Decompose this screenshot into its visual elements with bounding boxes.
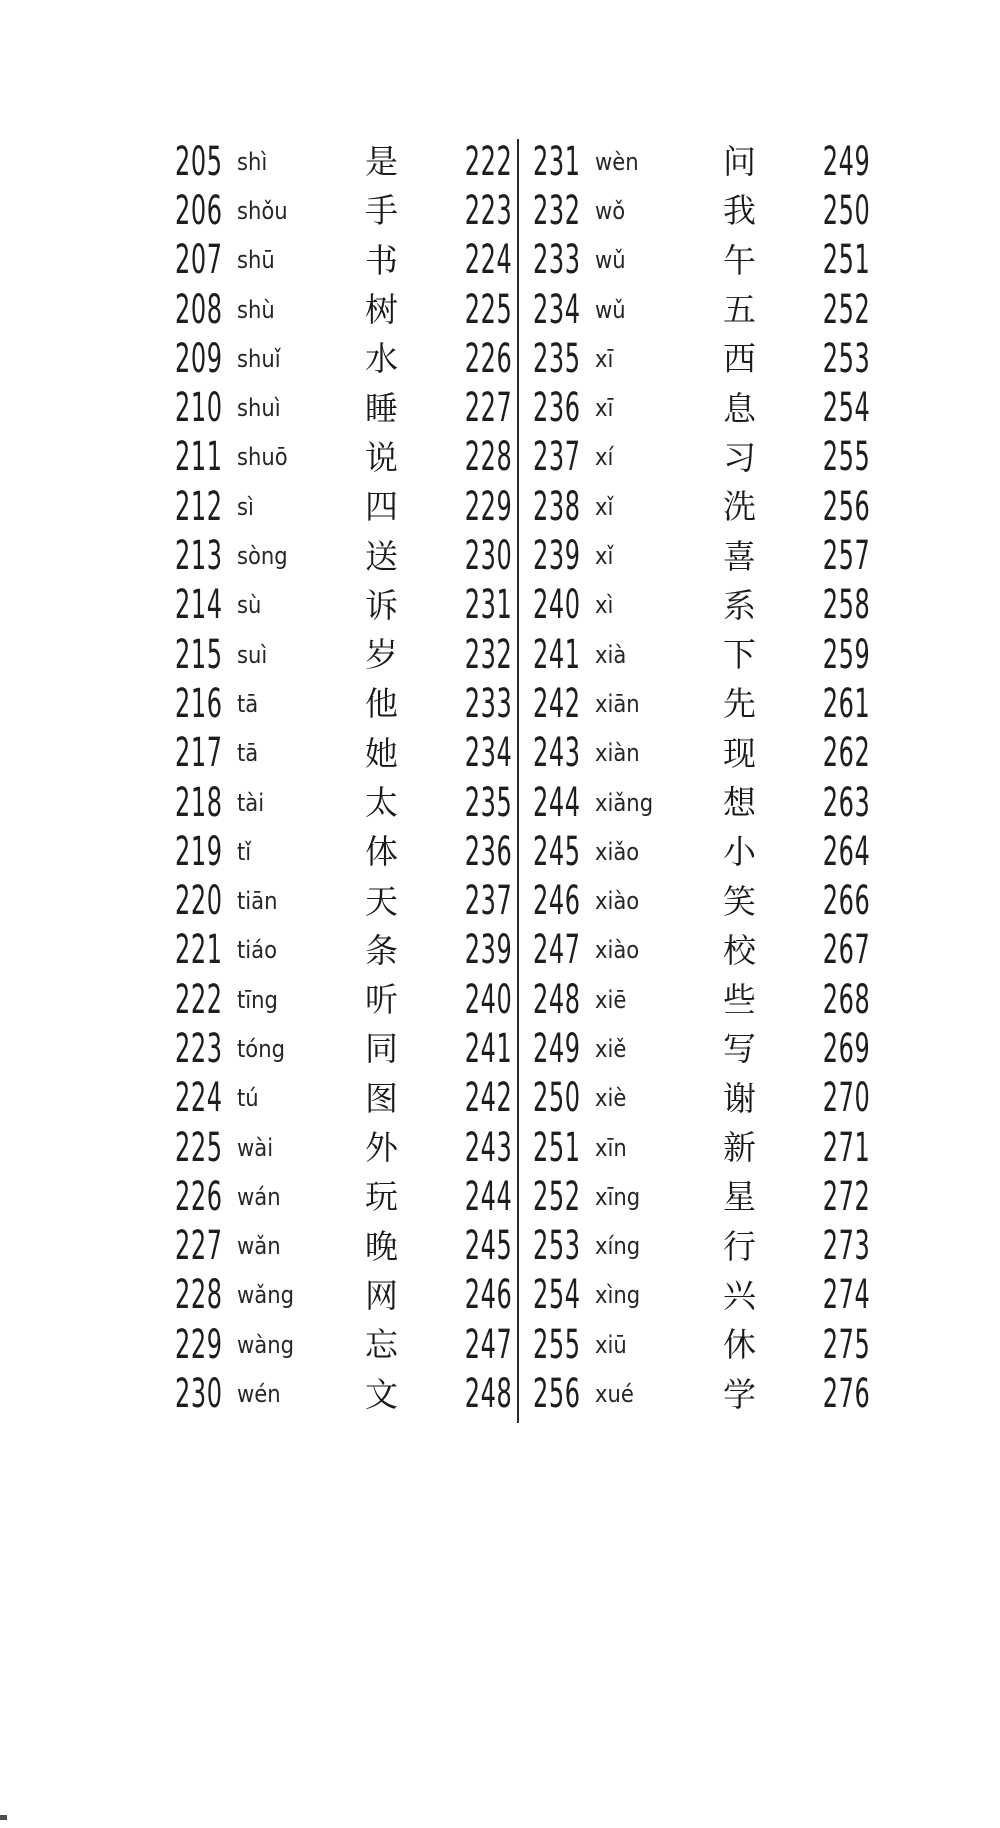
entry-pinyin: wén (237, 1380, 281, 1409)
entry-pinyin: wèn (595, 147, 639, 176)
entry-number: 230 (175, 1371, 223, 1418)
index-column-right (533, 137, 871, 1419)
entry-number: 212 (175, 483, 223, 530)
entry-pinyin: tài (237, 788, 265, 817)
entry-page-number: 242 (464, 1075, 513, 1122)
entry-character: 先 (723, 684, 756, 724)
entry-character: 些 (723, 980, 756, 1020)
entry-pinyin: wán (237, 1182, 281, 1211)
entry-page-number: 270 (822, 1075, 871, 1122)
entry-page-number: 241 (464, 1025, 513, 1072)
entry-number: 206 (175, 187, 223, 234)
entry-pinyin: xué (595, 1380, 634, 1409)
entry-pinyin: shù (237, 295, 275, 324)
entry-character: 息 (723, 388, 756, 428)
entry-character: 图 (365, 1078, 398, 1118)
entry-character: 说 (365, 437, 398, 477)
index-row (175, 334, 513, 383)
index-row (533, 1172, 871, 1221)
entry-pinyin: sòng (237, 542, 288, 571)
entry-number: 220 (175, 878, 223, 925)
entry-pinyin: xīng (595, 1182, 641, 1211)
entry-page-number: 235 (464, 779, 513, 826)
entry-pinyin: tǐ (237, 837, 252, 866)
entry-character: 睡 (365, 388, 398, 428)
index-row (175, 1123, 513, 1172)
entry-character: 行 (723, 1226, 756, 1266)
index-row (175, 1172, 513, 1221)
index-row (175, 433, 513, 482)
entry-page-number: 273 (822, 1223, 871, 1270)
entry-pinyin: xí (595, 443, 614, 472)
entry-pinyin: xiào (595, 887, 640, 916)
entry-pinyin: wǔ (595, 246, 626, 275)
entry-page-number: 222 (464, 138, 513, 185)
entry-pinyin: sì (237, 492, 254, 521)
entry-character: 习 (723, 437, 756, 477)
entry-pinyin: tiān (237, 887, 278, 916)
entry-page-number: 274 (822, 1272, 871, 1319)
index-row (175, 1369, 513, 1418)
index-row (175, 1024, 513, 1073)
entry-character: 喜 (723, 536, 756, 576)
entry-page-number: 256 (822, 483, 871, 530)
index-row (533, 1320, 871, 1369)
entry-number: 211 (175, 434, 223, 481)
index-row (533, 778, 871, 827)
entry-number: 209 (175, 335, 223, 382)
entry-page-number: 251 (822, 237, 871, 284)
entry-character: 水 (365, 339, 398, 379)
entry-page-number: 262 (822, 730, 871, 777)
index-row (175, 926, 513, 975)
entry-character: 条 (365, 930, 398, 970)
entry-page-number: 275 (822, 1321, 871, 1368)
entry-page-number: 227 (464, 385, 513, 432)
entry-page-number: 247 (464, 1321, 513, 1368)
entry-pinyin: xī (595, 394, 614, 423)
entry-number: 254 (533, 1272, 581, 1319)
entry-pinyin: xiān (595, 689, 640, 718)
index-row (175, 186, 513, 235)
entry-character: 我 (723, 191, 756, 231)
entry-character: 他 (365, 684, 398, 724)
entry-number: 216 (175, 680, 223, 727)
entry-pinyin: wài (237, 1133, 274, 1162)
index-row (175, 630, 513, 679)
entry-page-number: 257 (822, 533, 871, 580)
entry-character: 写 (723, 1029, 756, 1069)
entry-character: 洗 (723, 487, 756, 527)
entry-number: 207 (175, 237, 223, 284)
entry-character: 同 (365, 1029, 398, 1069)
entry-character: 笑 (723, 881, 756, 921)
entry-pinyin: shuì (237, 394, 281, 423)
entry-page-number: 276 (822, 1371, 871, 1418)
entry-pinyin: wǎng (237, 1281, 295, 1310)
entry-pinyin: shǒu (237, 196, 288, 225)
entry-number: 221 (175, 927, 223, 974)
entry-number: 253 (533, 1223, 581, 1270)
entry-page-number: 236 (464, 828, 513, 875)
entry-number: 255 (533, 1321, 581, 1368)
entry-pinyin: tiáo (237, 936, 278, 965)
entry-character: 休 (723, 1325, 756, 1365)
entry-number: 250 (533, 1075, 581, 1122)
entry-number: 208 (175, 286, 223, 333)
entry-pinyin: tóng (237, 1034, 286, 1063)
index-row (533, 1222, 871, 1271)
entry-page-number: 258 (822, 582, 871, 629)
entry-number: 249 (533, 1025, 581, 1072)
entry-pinyin: wǒ (595, 196, 626, 225)
entry-number: 215 (175, 631, 223, 678)
entry-number: 241 (533, 631, 581, 678)
index-row (175, 581, 513, 630)
entry-number: 227 (175, 1223, 223, 1270)
entry-number: 242 (533, 680, 581, 727)
entry-character: 书 (365, 240, 398, 280)
index-row (175, 1222, 513, 1271)
entry-page-number: 250 (822, 187, 871, 234)
entry-pinyin: xià (595, 640, 627, 669)
entry-page-number: 228 (464, 434, 513, 481)
entry-page-number: 264 (822, 828, 871, 875)
index-row (175, 729, 513, 778)
index-row (533, 1271, 871, 1320)
entry-number: 210 (175, 385, 223, 432)
entry-character: 星 (723, 1177, 756, 1217)
entry-page-number: 226 (464, 335, 513, 382)
entry-character: 四 (365, 487, 398, 527)
entry-number: 231 (533, 138, 581, 185)
entry-pinyin: tā (237, 739, 259, 768)
index-row (175, 876, 513, 925)
index-row (175, 679, 513, 728)
index-row (533, 482, 871, 531)
entry-character: 午 (723, 240, 756, 280)
entry-pinyin: xiě (595, 1034, 627, 1063)
entry-page-number: 243 (464, 1124, 513, 1171)
index-row (175, 531, 513, 580)
entry-pinyin: shì (237, 147, 268, 176)
entry-character: 想 (723, 783, 756, 822)
entry-character: 校 (723, 930, 756, 970)
index-row (533, 827, 871, 876)
entry-number: 244 (533, 779, 581, 826)
index-row (533, 975, 871, 1024)
index-row (533, 236, 871, 285)
entry-number: 245 (533, 828, 581, 875)
entry-pinyin: xìng (595, 1281, 641, 1310)
entry-number: 235 (533, 335, 581, 382)
entry-number: 226 (175, 1173, 223, 1220)
entry-page-number: 271 (822, 1124, 871, 1171)
entry-pinyin: shuō (237, 443, 288, 472)
entry-number: 214 (175, 582, 223, 629)
entry-page-number: 268 (822, 976, 871, 1023)
entry-pinyin: xiàn (595, 739, 640, 768)
index-row (175, 1074, 513, 1123)
entry-pinyin: suì (237, 640, 268, 669)
entry-number: 233 (533, 237, 581, 284)
index-row (533, 876, 871, 925)
entry-pinyin: xiè (595, 1084, 627, 1113)
entry-number: 218 (175, 779, 223, 826)
entry-number: 234 (533, 286, 581, 333)
entry-character: 文 (365, 1374, 398, 1414)
entry-pinyin: xī (595, 344, 614, 373)
entry-page-number: 267 (822, 927, 871, 974)
entry-character: 问 (723, 142, 756, 182)
index-row (533, 1024, 871, 1073)
entry-character: 新 (723, 1128, 756, 1168)
index-row (175, 482, 513, 531)
column-divider (517, 139, 519, 1423)
index-row (533, 433, 871, 482)
index-row (533, 1123, 871, 1172)
entry-number: 236 (533, 385, 581, 432)
entry-character: 太 (365, 783, 398, 822)
index-row (175, 827, 513, 876)
entry-page-number: 224 (464, 237, 513, 284)
index-row (533, 334, 871, 383)
entry-number: 224 (175, 1075, 223, 1122)
entry-page-number: 272 (822, 1173, 871, 1220)
entry-character: 送 (365, 536, 398, 576)
scan-artifact (0, 1815, 7, 1820)
entry-number: 247 (533, 927, 581, 974)
index-row (533, 186, 871, 235)
index-column-left (175, 137, 513, 1419)
entry-page-number: 252 (822, 286, 871, 333)
entry-character: 岁 (365, 635, 398, 675)
entry-number: 223 (175, 1025, 223, 1072)
entry-pinyin: xì (595, 591, 614, 620)
entry-character: 体 (365, 832, 398, 872)
entry-character: 天 (365, 881, 398, 921)
entry-page-number: 244 (464, 1173, 513, 1220)
entry-number: 248 (533, 976, 581, 1023)
entry-number: 229 (175, 1321, 223, 1368)
entry-character: 现 (723, 733, 756, 773)
entry-number: 256 (533, 1371, 581, 1418)
entry-number: 251 (533, 1124, 581, 1171)
index-row (533, 1074, 871, 1123)
entry-number: 205 (175, 138, 223, 185)
entry-character: 树 (365, 290, 398, 330)
entry-pinyin: xiào (595, 936, 640, 965)
entry-number: 239 (533, 533, 581, 580)
index-row (533, 531, 871, 580)
entry-character: 外 (365, 1128, 398, 1168)
entry-pinyin: xiū (595, 1330, 627, 1359)
entry-page-number: 234 (464, 730, 513, 777)
entry-page-number: 248 (464, 1371, 513, 1418)
entry-pinyin: xiǎng (595, 788, 654, 817)
entry-character: 诉 (365, 585, 398, 625)
entry-character: 兴 (723, 1275, 756, 1315)
index-row (175, 137, 513, 186)
index-row (533, 383, 871, 432)
entry-pinyin: wǎn (237, 1232, 281, 1261)
entry-pinyin: tā (237, 689, 259, 718)
entry-pinyin: wǔ (595, 295, 626, 324)
entry-character: 玩 (365, 1177, 398, 1217)
entry-pinyin: shuǐ (237, 344, 281, 373)
entry-number: 240 (533, 582, 581, 629)
index-row (175, 285, 513, 334)
entry-page-number: 237 (464, 878, 513, 925)
entry-character: 她 (365, 733, 398, 773)
entry-character: 手 (365, 191, 398, 231)
entry-character: 晚 (365, 1226, 398, 1266)
index-row (533, 729, 871, 778)
entry-character: 是 (365, 142, 398, 182)
entry-page-number: 249 (822, 138, 871, 185)
entry-page-number: 240 (464, 976, 513, 1023)
entry-number: 243 (533, 730, 581, 777)
entry-number: 246 (533, 878, 581, 925)
entry-page-number: 230 (464, 533, 513, 580)
entry-character: 西 (723, 339, 756, 379)
entry-number: 222 (175, 976, 223, 1023)
entry-page-number: 229 (464, 483, 513, 530)
entry-number: 232 (533, 187, 581, 234)
entry-number: 228 (175, 1272, 223, 1319)
entry-pinyin: xiē (595, 985, 627, 1014)
entry-pinyin: xíng (595, 1232, 641, 1261)
index-row (175, 975, 513, 1024)
entry-pinyin: sù (237, 591, 262, 620)
entry-page-number: 245 (464, 1223, 513, 1270)
entry-character: 小 (723, 832, 756, 872)
entry-page-number: 266 (822, 878, 871, 925)
entry-character: 学 (723, 1374, 756, 1414)
entry-pinyin: tú (237, 1084, 259, 1113)
index-row (533, 285, 871, 334)
entry-pinyin: wàng (237, 1330, 295, 1359)
entry-number: 217 (175, 730, 223, 777)
entry-page-number: 254 (822, 385, 871, 432)
entry-pinyin: xǐ (595, 542, 614, 571)
entry-page-number: 233 (464, 680, 513, 727)
entry-page-number: 246 (464, 1272, 513, 1319)
entry-page-number: 232 (464, 631, 513, 678)
entry-character: 系 (723, 585, 756, 625)
entry-page-number: 225 (464, 286, 513, 333)
entry-number: 238 (533, 483, 581, 530)
entry-page-number: 261 (822, 680, 871, 727)
entry-page-number: 263 (822, 779, 871, 826)
entry-number: 225 (175, 1124, 223, 1171)
index-row (533, 137, 871, 186)
entry-character: 网 (365, 1275, 398, 1315)
index-row (533, 581, 871, 630)
entry-number: 213 (175, 533, 223, 580)
entry-number: 219 (175, 828, 223, 875)
entry-page-number: 239 (464, 927, 513, 974)
entry-page-number: 255 (822, 434, 871, 481)
entry-character: 谢 (723, 1078, 756, 1118)
entry-character: 五 (723, 290, 756, 330)
index-row (533, 1369, 871, 1418)
index-row (533, 926, 871, 975)
entry-page-number: 259 (822, 631, 871, 678)
entry-character: 听 (365, 980, 398, 1020)
index-row (533, 630, 871, 679)
entry-number: 237 (533, 434, 581, 481)
index-row (175, 383, 513, 432)
entry-number: 252 (533, 1173, 581, 1220)
index-row (175, 1320, 513, 1369)
entry-character: 忘 (365, 1325, 398, 1365)
entry-page-number: 223 (464, 187, 513, 234)
index-row (175, 778, 513, 827)
entry-pinyin: xiǎo (595, 837, 640, 866)
entry-page-number: 231 (464, 582, 513, 629)
entry-character: 下 (723, 635, 756, 675)
index-row (175, 236, 513, 285)
entry-page-number: 253 (822, 335, 871, 382)
index-row (533, 679, 871, 728)
entry-pinyin: tīng (237, 985, 278, 1014)
index-row (175, 1271, 513, 1320)
entry-page-number: 269 (822, 1025, 871, 1072)
entry-pinyin: xǐ (595, 492, 614, 521)
entry-pinyin: shū (237, 246, 275, 275)
entry-pinyin: xīn (595, 1133, 627, 1162)
